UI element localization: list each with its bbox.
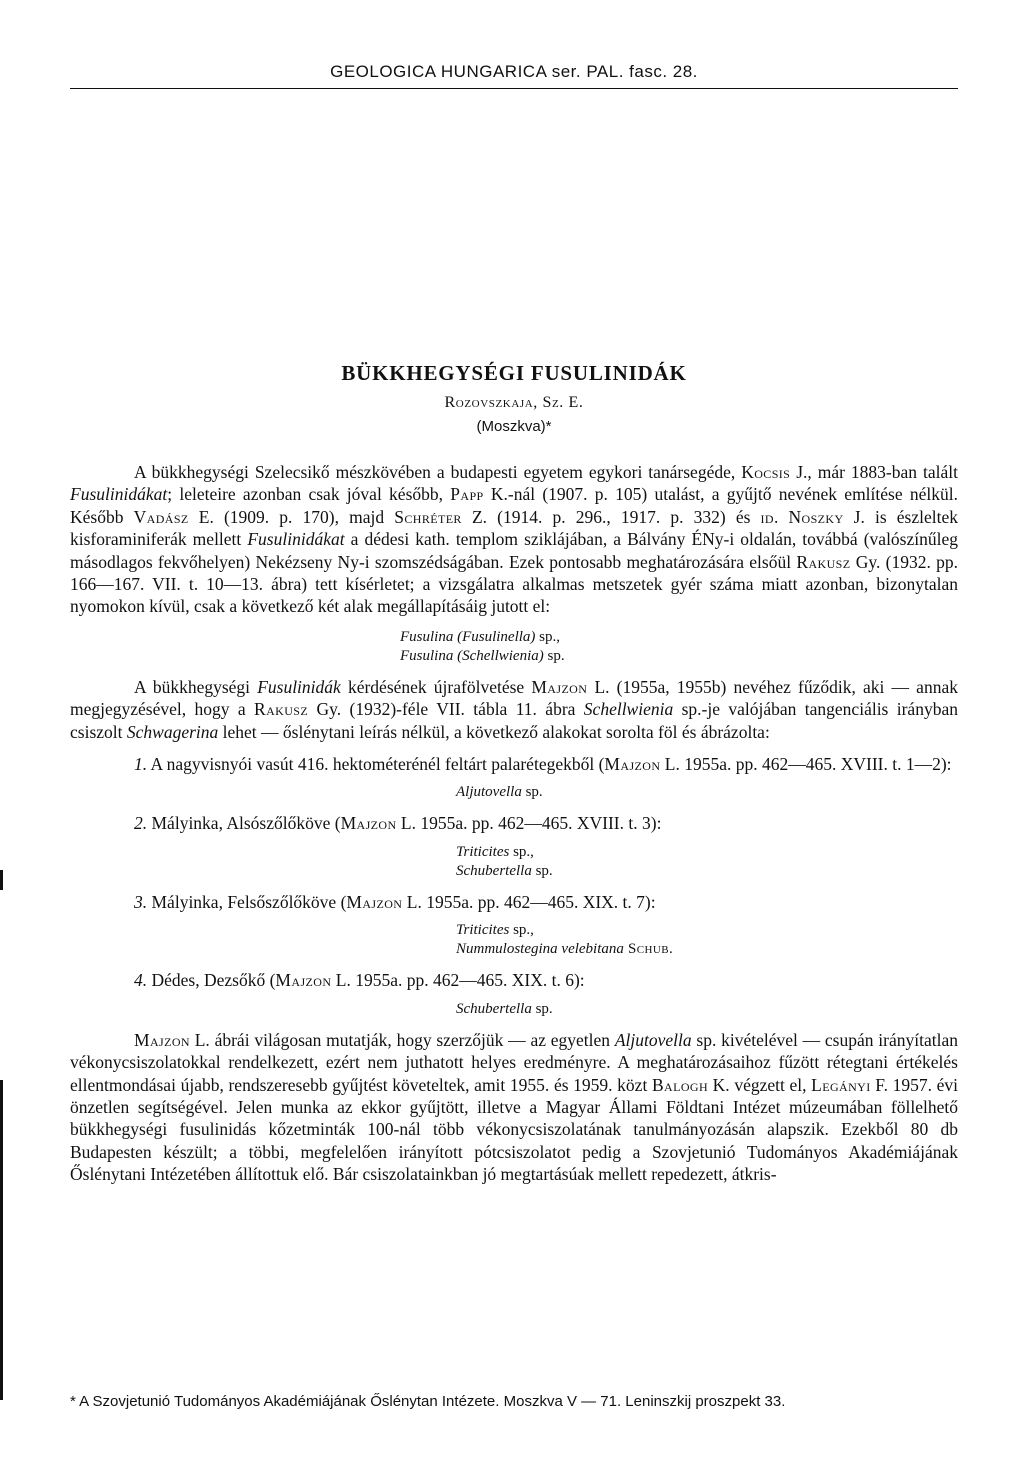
- author-ref: Vadász: [133, 506, 189, 527]
- taxon-name: Schellwienia: [583, 699, 674, 720]
- taxon-name: Fusulinidákat: [70, 484, 168, 505]
- author-ref: Majzon: [346, 891, 403, 912]
- author-ref: Noszky: [788, 506, 844, 527]
- locality-1: 1. A nagyvisnyói vasút 416. hektométerénél feltárt palarétegekből (Majzon L. 1955a. pp. 462—465. XVIII. t. 1—2):: [134, 754, 952, 775]
- taxon-name: Schwagerina: [126, 721, 219, 742]
- author-ref: Majzon: [531, 676, 588, 697]
- author-ref: Schréter: [394, 506, 462, 527]
- paragraph-intro: A bükkhegységi Szelecsikő mészkövében a budapesti egyetem egykori tanársegéde, Kocsis J., már 1883-ban talált Fusulinidákat; leleteire azonban csak jóval később, Papp K.-nál (1907. p. 105) utalást, a gyűjtő nevének említése nélkül. Később Vadász E. (1909. p. 170), majd Schréter Z. (1914. p. 296., 1917. p. 332) és id. Noszky J. is észleltek kisforaminiferák mellett Fusulinidákat a dédesi kath. templom sziklájában, a Bálvány ÉNy-i oldalán, továbbá (valószínűleg másodlagos fekvőhelyen) Nekézseny Ny-i szomszédságában. Ezek pontosabb meghatározására elsőül Rakusz Gy. (1932. pp. 166—167. VII. t. 10—13. ábra) tett kísérletet; a vizsgálatra alkalmas metszetek gyér száma miatt azonban, bizonytalan nyomokon kívül, csak a következő két alak megállapításáig jutott el:: [70, 462, 959, 617]
- author-ref: Legányi: [811, 1074, 871, 1095]
- author-ref: Balogh: [651, 1074, 709, 1095]
- article-body: [70, 461, 958, 1186]
- locality-4: 4. Dédes, Dezsőkő (Majzon L. 1955a. pp. 462—465. XIX. t. 6):: [134, 970, 585, 991]
- paragraph-majzon: A bükkhegységi Fusulinidák kérdésének újrafölvetése Majzon L. (1955a, 1955b) nevéhez fűződik, aki — annak megjegyzésével, hogy a Rakusz Gy. (1932)-féle VII. tábla 11. ábra Schellwienia sp.-je valójában tangenciális irányban csiszolt Schwagerina lehet — őslénytani leírás nélkül, a következő alakokat sorolta föl és ábrázolta:: [70, 676, 958, 742]
- author-ref: Rakusz: [796, 551, 851, 572]
- taxon-list-2: [70, 843, 958, 881]
- affiliation-line: (Moszkva)*: [476, 418, 552, 435]
- taxon-list-3: [70, 921, 958, 959]
- taxon-entry: Triticites sp.,: [456, 843, 534, 860]
- taxon-entry: Schubertella sp.: [456, 862, 553, 879]
- author-ref: Papp: [450, 484, 484, 505]
- author-line: Rozovszkaja, Sz. E.: [444, 394, 584, 411]
- author-ref: Kocsis: [741, 462, 791, 482]
- author-ref: Majzon: [134, 1029, 190, 1050]
- author-ref: Majzon: [340, 813, 397, 834]
- taxon-name: Fusulinidákat: [247, 529, 345, 550]
- header-rule: [70, 88, 958, 89]
- author-ref: Majzon: [275, 970, 332, 991]
- author-ref: id: [760, 506, 774, 527]
- locality-2: 2. Mályinka, Alsószőlőköve (Majzon L. 1955a. pp. 462—465. XVIII. t. 3):: [134, 813, 662, 834]
- taxon-entry: Schubertella sp.: [456, 1000, 553, 1017]
- taxon-entry: Fusulina (Schellwienia) sp.: [400, 647, 565, 664]
- taxon-name: Fusulinidák: [257, 676, 341, 697]
- author-ref: Rakusz: [254, 699, 309, 720]
- footnote: * A Szovjetunió Tudományos Akadémiájának Őslénytan Intézete. Moszkva V — 71. Leninszkij proszpekt 33.: [70, 1393, 786, 1410]
- locality-3: 3. Mályinka, Felsőszőlőköve (Majzon L. 1955a. pp. 462—465. XIX. t. 7):: [134, 891, 656, 912]
- taxon-entry: Nummulostegina velebitana Schub.: [456, 941, 674, 958]
- paragraph-discussion: Majzon L. ábrái világosan mutatják, hogy szerzőjük — az egyetlen Aljutovella sp. kivételével — csupán irányítatlan vékonycsiszolatokkal rendelkezett, ezért nem juthatott helyes eredményre. A meghatározásaihoz fűzött rétegtani értékelés ellentmondásai újabb, rendszeresebb gyűjtést követeltek, amit 1955. és 1959. közt Balogh K. végzett el, Legányi F. 1957. évi önzetlen segítségével. Jelen munka az ekkor gyűjtött, illetve a Magyar Állami Földtani Intézet múzeumában föllelhető bükkhegységi fusulinidás kőzetminták 100-nál több vékonycsiszolatának tanulmányozásán alapszik. Ezekből 80 db Budapesten készült; a többi, megfelelően irányított pótcsiszolatot pedig a Szovjetunió Tudományos Akadémiájának Őslénytani Intézetében állítottuk elő. Bár csiszolatainkban jó megtartásúak mellett repedezett, átkris-: [70, 1029, 959, 1185]
- taxon-entry: Triticites sp.,: [456, 922, 534, 939]
- scan-edge-mark: [0, 870, 3, 890]
- scan-edge-mark: [0, 1080, 3, 1400]
- taxon-entry: Fusulina (Fusulinella) sp.,: [400, 628, 561, 645]
- taxon-list-1: [70, 628, 958, 666]
- running-head: GEOLOGICA HUNGARICA ser. PAL. fasc. 28.: [330, 62, 698, 81]
- author-ref: Majzon: [604, 754, 661, 775]
- article-title: BÜKKHEGYSÉGI FUSULINIDÁK: [341, 361, 687, 385]
- taxon-name: Aljutovella: [614, 1029, 692, 1050]
- taxon-entry: Aljutovella sp.: [456, 784, 543, 801]
